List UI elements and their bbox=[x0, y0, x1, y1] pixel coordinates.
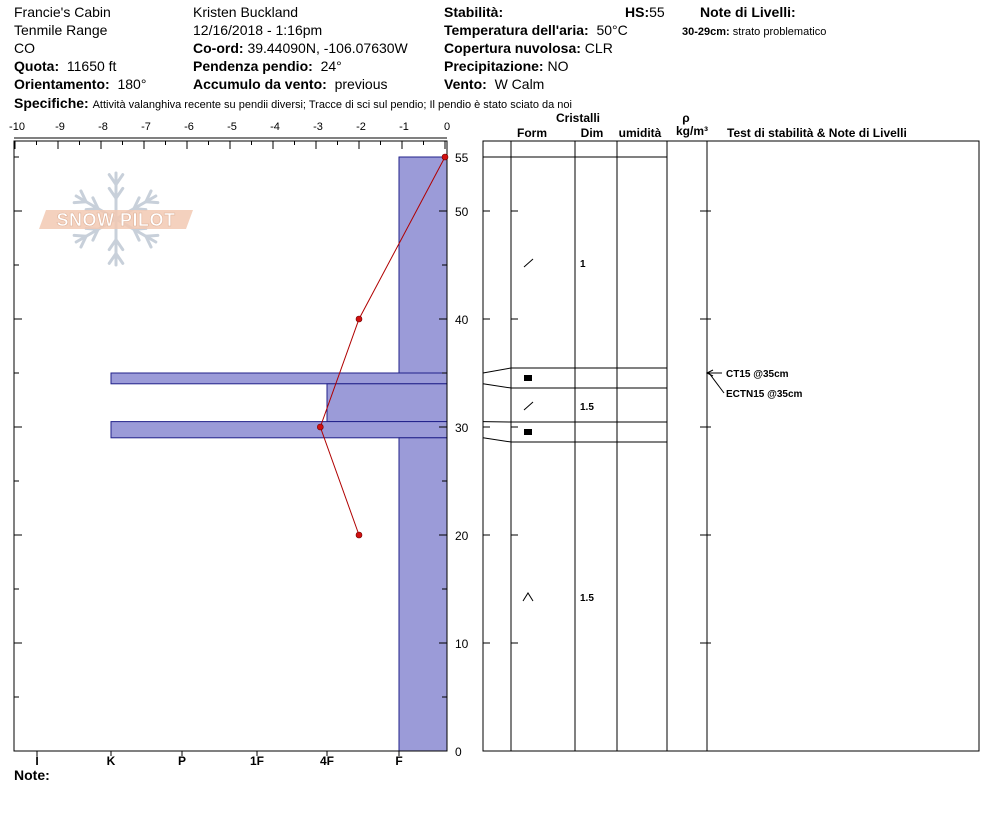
snowpilot-logo bbox=[39, 173, 193, 265]
aspect-label: Orientamento: bbox=[14, 76, 110, 92]
slope-label: Pendenza pendio: bbox=[193, 58, 313, 74]
stability-test-label: CT15 @35cm bbox=[726, 369, 789, 380]
snowflake-branch bbox=[146, 235, 158, 236]
hs-value: 55 bbox=[649, 4, 665, 20]
size-header: Dim bbox=[580, 126, 604, 140]
hardness-layer-K bbox=[111, 373, 447, 384]
hardness-label-F: F bbox=[395, 754, 403, 768]
density-symbol: ρ bbox=[682, 111, 690, 125]
height-tick-label: 0 bbox=[455, 745, 462, 759]
hardness-layer-F bbox=[399, 157, 447, 373]
snowflake-branch bbox=[74, 202, 86, 203]
hs-label: HS: bbox=[625, 4, 650, 20]
square-icon bbox=[524, 429, 532, 435]
aspect-value: 180° bbox=[117, 76, 147, 92]
specifics-text: Attività valanghiva recente su pendii diversi; Tracce di sci sul pendio; Il pendio è stato sciato da noi bbox=[92, 99, 572, 111]
wind-loading-label: Accumulo da vento: bbox=[193, 76, 327, 92]
crystals-header: Cristalli bbox=[555, 111, 601, 125]
coords-value: 39.44090N, -106.07630W bbox=[247, 40, 408, 56]
height-tick-label: 55 bbox=[455, 151, 469, 165]
cloud-label: Copertura nuvolosa: bbox=[444, 40, 581, 56]
slope-value: 24° bbox=[320, 58, 342, 74]
temp-tick-label: -9 bbox=[55, 121, 65, 133]
right-frame bbox=[483, 141, 979, 751]
temp-tick-label: -2 bbox=[356, 121, 366, 133]
wind-loading-value: previous bbox=[334, 76, 388, 92]
hardness-label-4F: 4F bbox=[319, 754, 335, 768]
coords-label: Co-ord: bbox=[193, 40, 244, 56]
left-frame bbox=[14, 141, 447, 751]
precip-value: NO bbox=[547, 58, 569, 74]
air-temp-label: Temperatura dell'aria: bbox=[444, 22, 589, 38]
elevation-label: Quota: bbox=[14, 58, 60, 74]
temperature-point bbox=[317, 424, 323, 430]
stability-test-label: ECTN15 @35cm bbox=[726, 389, 803, 400]
height-tick-label: 40 bbox=[455, 313, 469, 327]
layer-note-depth: 30-29cm: bbox=[682, 26, 730, 38]
temp-tick-label: -1 bbox=[399, 121, 409, 133]
precip-label: Precipitazione: bbox=[444, 58, 544, 74]
temperature-point bbox=[442, 154, 448, 160]
temp-tick-label: -3 bbox=[313, 121, 323, 133]
temp-tick-label: 0 bbox=[443, 121, 451, 133]
layer-connector bbox=[483, 384, 511, 388]
temperature-point bbox=[356, 532, 362, 538]
temp-tick-label: -7 bbox=[141, 121, 151, 133]
crystal-size: 1.5 bbox=[580, 402, 594, 413]
temp-tick-label: -8 bbox=[98, 121, 108, 133]
hardness-layer-4F bbox=[327, 384, 447, 422]
notes-label: Note: bbox=[14, 767, 50, 783]
layer-note-text: strato problematico bbox=[732, 26, 827, 38]
air-temp-value: 50°C bbox=[596, 22, 628, 38]
hardness-label-K: K bbox=[106, 754, 116, 768]
stability-pointer-2 bbox=[709, 373, 724, 393]
density-unit-header: kg/m³ bbox=[675, 124, 709, 138]
range-name: Tenmile Range bbox=[14, 22, 108, 38]
hardness-layer-F bbox=[399, 438, 447, 751]
layer-notes-label: Note di Livelli: bbox=[700, 4, 796, 20]
logo-text: SNOW PILOT bbox=[56, 210, 176, 230]
temp-tick-label: -10 bbox=[9, 121, 25, 133]
height-tick-label: 10 bbox=[455, 637, 469, 651]
layer-table-panel bbox=[483, 111, 979, 751]
temp-tick-label: -4 bbox=[270, 121, 280, 133]
layer-connector bbox=[483, 368, 511, 373]
elevation-value: 11650 ft bbox=[66, 58, 117, 74]
location-name: Francie's Cabin bbox=[14, 4, 111, 20]
hardness-label-I: I bbox=[35, 754, 39, 768]
stability-label: Stabilità: bbox=[444, 4, 504, 20]
snowflake-branch bbox=[74, 235, 86, 236]
state-name: CO bbox=[14, 40, 35, 56]
cloud-value: CLR bbox=[584, 40, 613, 56]
caret-icon bbox=[523, 593, 533, 601]
observation-datetime: 12/16/2018 - 1:16pm bbox=[193, 22, 323, 38]
observer-name: Kristen Buckland bbox=[193, 4, 299, 20]
moisture-header: umidità bbox=[618, 126, 662, 140]
hardness-label-1F: 1F bbox=[249, 754, 265, 768]
slash-icon bbox=[524, 259, 533, 267]
layer-connector bbox=[483, 438, 511, 442]
square-icon bbox=[524, 375, 532, 381]
temp-tick-label: -6 bbox=[184, 121, 194, 133]
wind-label: Vento: bbox=[444, 76, 487, 92]
hardness-layer-K bbox=[111, 422, 447, 438]
snowflake-branch bbox=[146, 202, 158, 203]
crystal-size: 1 bbox=[580, 259, 586, 270]
slash-icon bbox=[524, 402, 533, 410]
hardness-label-P: P bbox=[177, 754, 187, 768]
wind-value: W Calm bbox=[494, 76, 545, 92]
crystal-size: 1.5 bbox=[580, 593, 594, 604]
height-tick-label: 50 bbox=[455, 205, 469, 219]
height-tick-label: 30 bbox=[455, 421, 469, 435]
form-header: Form bbox=[517, 126, 547, 140]
temperature-point bbox=[356, 316, 362, 322]
stability-notes-header: Test di stabilità & Note di Livelli bbox=[727, 126, 907, 140]
height-tick-label: 20 bbox=[455, 529, 469, 543]
temp-tick-label: -5 bbox=[227, 121, 237, 133]
specifics-label: Specifiche: bbox=[14, 95, 89, 111]
